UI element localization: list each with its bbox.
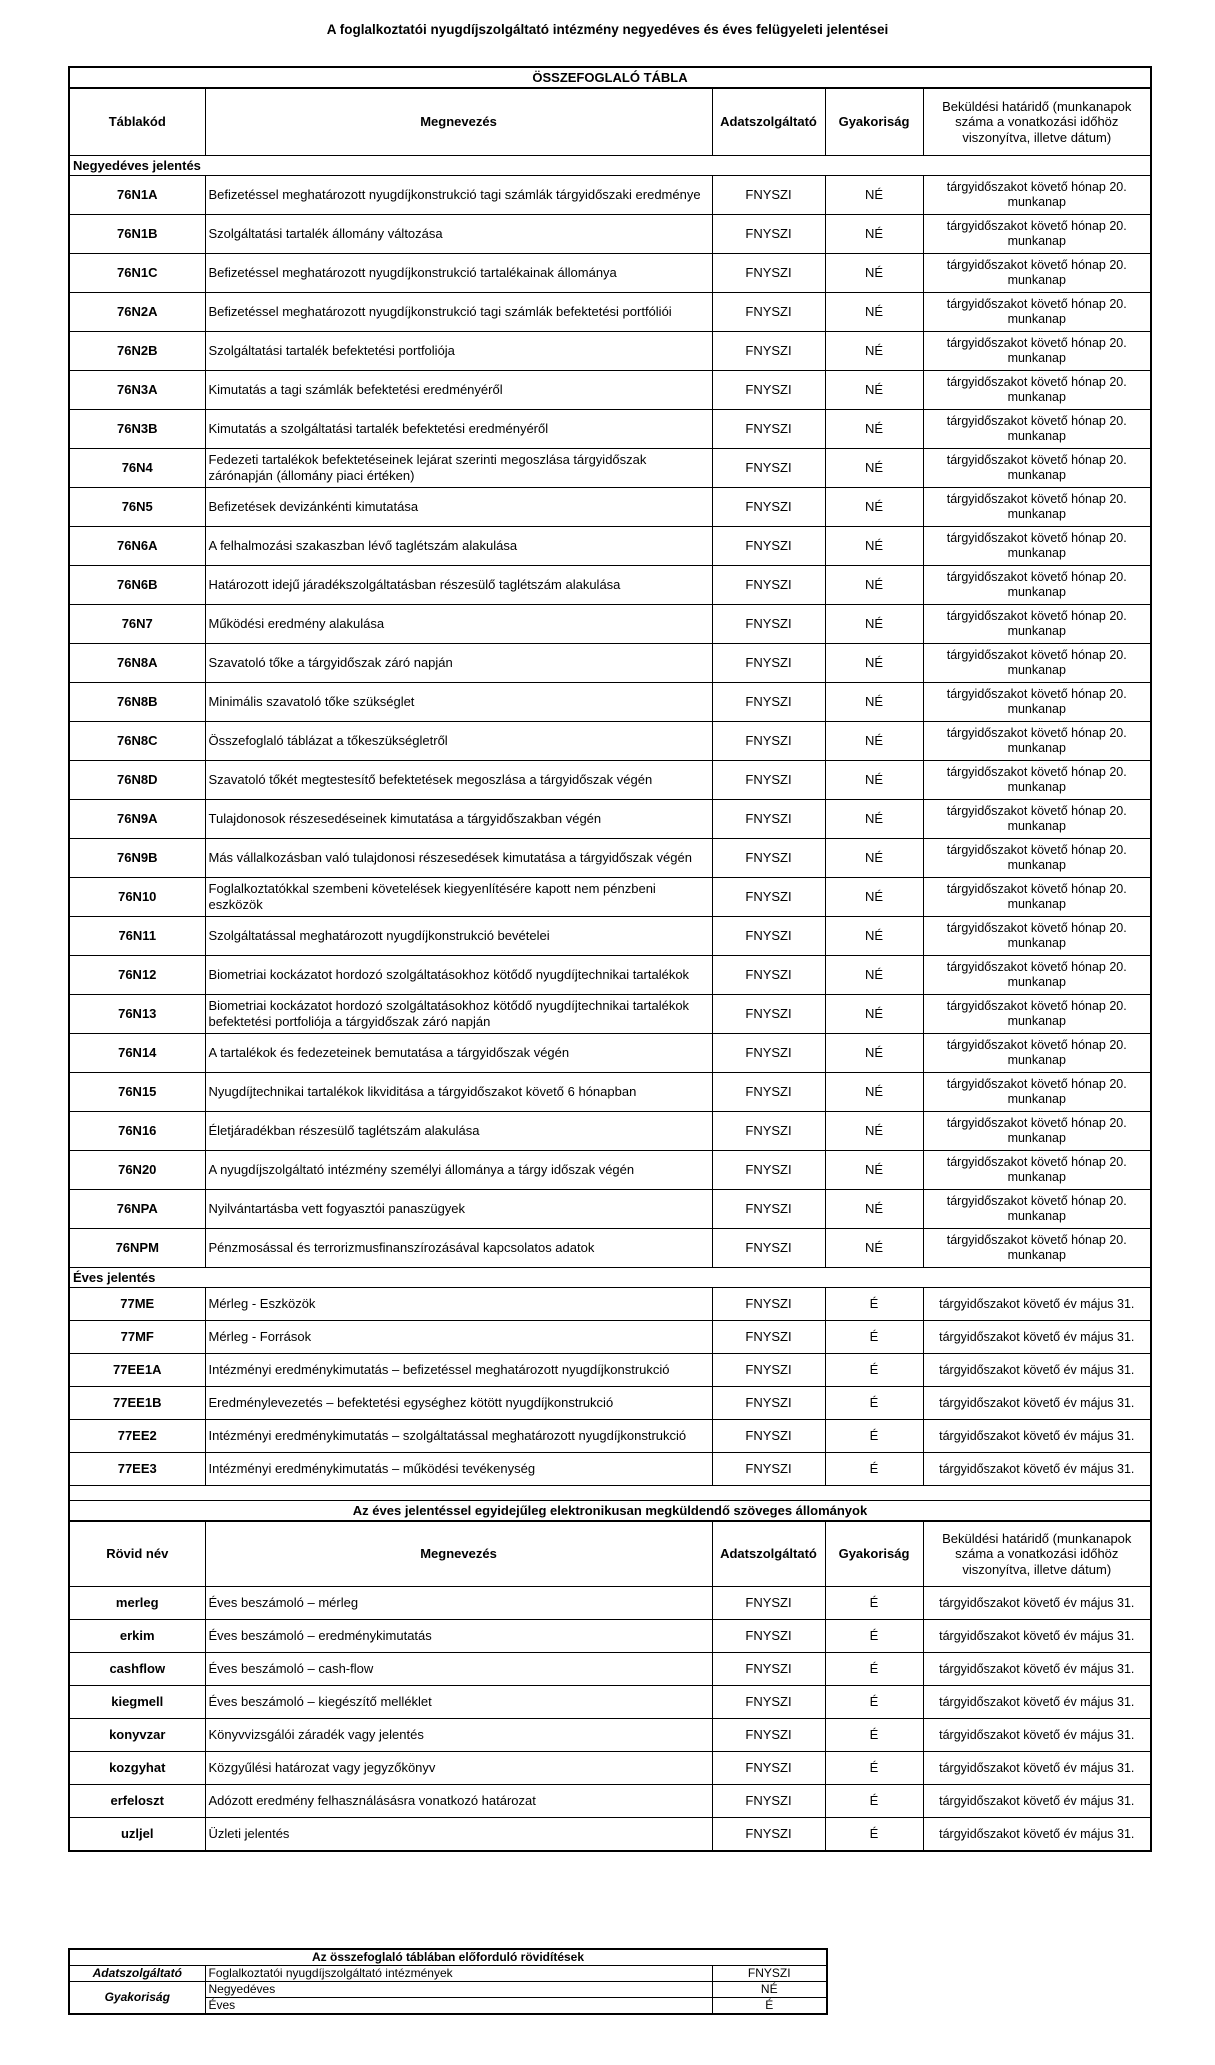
table-row	[69, 1354, 1151, 1387]
row-name: Összefoglaló táblázat a tőkeszükségletről	[205, 722, 712, 761]
row-code: 76N9A	[69, 800, 205, 839]
row-frequency: É	[825, 1321, 923, 1354]
row-deadline: tárgyidőszakot követő hónap 20. munkanap	[923, 1073, 1151, 1112]
row-code: 77EE2	[69, 1420, 205, 1453]
header-frequency: Gyakoriság	[825, 88, 923, 156]
abbr-frequency-text: Negyedéves	[205, 1982, 712, 1998]
row-name: Pénzmosással és terrorizmusfinanszírozásával kapcsolatos adatok	[205, 1229, 712, 1268]
row-frequency: NÉ	[825, 488, 923, 527]
row-deadline: tárgyidőszakot követő hónap 20. munkanap	[923, 839, 1151, 878]
row-frequency: NÉ	[825, 1151, 923, 1190]
row-code: 76N6A	[69, 527, 205, 566]
row-deadline: tárgyidőszakot követő év május 31.	[923, 1818, 1151, 1852]
row-provider: FNYSZI	[712, 1420, 825, 1453]
table-row	[69, 1785, 1151, 1818]
row-frequency: É	[825, 1354, 923, 1387]
row-name: Szavatoló tőke a tárgyidőszak záró napján	[205, 644, 712, 683]
row-code: 76N2B	[69, 332, 205, 371]
row-provider: FNYSZI	[712, 761, 825, 800]
row-code: 76N8B	[69, 683, 205, 722]
row-frequency: É	[825, 1653, 923, 1686]
table-row	[69, 1719, 1151, 1752]
table-row	[69, 488, 1151, 527]
row-provider: FNYSZI	[712, 254, 825, 293]
table-row	[69, 176, 1151, 215]
row-name: Szolgáltatási tartalék befektetési portfoliója	[205, 332, 712, 371]
table-row	[69, 761, 1151, 800]
row-provider: FNYSZI	[712, 1073, 825, 1112]
header-frequency: Gyakoriság	[825, 1521, 923, 1587]
row-provider: FNYSZI	[712, 527, 825, 566]
row-name: Szolgáltatási tartalék állomány változása	[205, 215, 712, 254]
row-name: Mérleg - Eszközök	[205, 1288, 712, 1321]
abbr-frequency-label: Gyakoriság	[69, 1982, 205, 2015]
table-row	[69, 1387, 1151, 1420]
table-row	[69, 1587, 1151, 1620]
row-deadline: tárgyidőszakot követő hónap 20. munkanap	[923, 1151, 1151, 1190]
row-frequency: NÉ	[825, 332, 923, 371]
row-deadline: tárgyidőszakot követő hónap 20. munkanap	[923, 410, 1151, 449]
table-row	[69, 410, 1151, 449]
row-frequency: NÉ	[825, 1034, 923, 1073]
row-provider: FNYSZI	[712, 1653, 825, 1686]
row-deadline: tárgyidőszakot követő év május 31.	[923, 1686, 1151, 1719]
row-provider: FNYSZI	[712, 332, 825, 371]
row-frequency: NÉ	[825, 371, 923, 410]
table-row	[69, 1034, 1151, 1073]
row-provider: FNYSZI	[712, 1752, 825, 1785]
table-row	[69, 839, 1151, 878]
table-row	[69, 800, 1151, 839]
row-name: Szavatoló tőkét megtestesítő befektetések megoszlása a tárgyidőszak végén	[205, 761, 712, 800]
row-deadline: tárgyidőszakot követő év május 31.	[923, 1752, 1151, 1785]
header-name: Megnevezés	[205, 88, 712, 156]
header-provider: Adatszolgáltató	[712, 88, 825, 156]
row-frequency: É	[825, 1719, 923, 1752]
row-name: Éves beszámoló – cash-flow	[205, 1653, 712, 1686]
row-name: Intézményi eredménykimutatás – működési tevékenység	[205, 1453, 712, 1486]
row-frequency: NÉ	[825, 878, 923, 917]
row-frequency: NÉ	[825, 722, 923, 761]
row-frequency: NÉ	[825, 566, 923, 605]
row-deadline: tárgyidőszakot követő év május 31.	[923, 1387, 1151, 1420]
row-code: erfeloszt	[69, 1785, 205, 1818]
row-frequency: É	[825, 1620, 923, 1653]
table-row	[69, 683, 1151, 722]
row-deadline: tárgyidőszakot követő hónap 20. munkanap	[923, 254, 1151, 293]
row-code: uzljel	[69, 1818, 205, 1852]
table-row	[69, 722, 1151, 761]
row-deadline: tárgyidőszakot követő hónap 20. munkanap	[923, 527, 1151, 566]
row-deadline: tárgyidőszakot követő hónap 20. munkanap	[923, 1034, 1151, 1073]
row-frequency: NÉ	[825, 995, 923, 1034]
row-code: 76N1C	[69, 254, 205, 293]
summary-table-title: ÖSSZEFOGLALÓ TÁBLA	[69, 67, 1151, 88]
table-row	[69, 1620, 1151, 1653]
row-frequency: NÉ	[825, 410, 923, 449]
row-deadline: tárgyidőszakot követő év május 31.	[923, 1453, 1151, 1486]
row-code: 76N8D	[69, 761, 205, 800]
table-row	[69, 293, 1151, 332]
row-provider: FNYSZI	[712, 566, 825, 605]
row-frequency: NÉ	[825, 527, 923, 566]
table-row	[69, 527, 1151, 566]
summary-table	[68, 66, 1152, 1852]
row-code: erkim	[69, 1620, 205, 1653]
row-provider: FNYSZI	[712, 683, 825, 722]
row-name: Befizetéssel meghatározott nyugdíjkonstrukció tagi számlák befektetési portfóliói	[205, 293, 712, 332]
row-name: Foglalkoztatókkal szembeni követelések kiegyenlítésére kapott nem pénzbeni eszközök	[205, 878, 712, 917]
row-provider: FNYSZI	[712, 1034, 825, 1073]
row-name: Más vállalkozásban való tulajdonosi részesedések kimutatása a tárgyidőszak végén	[205, 839, 712, 878]
row-name: Határozott idejű járadékszolgáltatásban részesülő taglétszám alakulása	[205, 566, 712, 605]
row-code: 76N10	[69, 878, 205, 917]
row-code: 76N12	[69, 956, 205, 995]
row-provider: FNYSZI	[712, 176, 825, 215]
abbreviations-title: Az összefoglaló táblában előforduló rövidítések	[69, 1949, 827, 1966]
abbr-provider-text: Foglalkoztatói nyugdíjszolgáltató intézmények	[205, 1966, 712, 1982]
row-provider: FNYSZI	[712, 1785, 825, 1818]
table-row	[69, 956, 1151, 995]
row-deadline: tárgyidőszakot követő hónap 20. munkanap	[923, 722, 1151, 761]
row-name: Nyilvántartásba vett fogyasztói panaszügyek	[205, 1190, 712, 1229]
row-code: 76N11	[69, 917, 205, 956]
row-name: Intézményi eredménykimutatás – szolgáltatással meghatározott nyugdíjkonstrukció	[205, 1420, 712, 1453]
row-frequency: NÉ	[825, 449, 923, 488]
row-name: Befizetéssel meghatározott nyugdíjkonstrukció tagi számlák tárgyidőszaki eredménye	[205, 176, 712, 215]
row-deadline: tárgyidőszakot követő hónap 20. munkanap	[923, 176, 1151, 215]
table-row	[69, 449, 1151, 488]
table-row	[69, 332, 1151, 371]
row-frequency: NÉ	[825, 293, 923, 332]
row-provider: FNYSZI	[712, 1288, 825, 1321]
row-provider: FNYSZI	[712, 839, 825, 878]
abbr-provider-label: Adatszolgáltató	[69, 1966, 205, 1982]
row-code: 76N16	[69, 1112, 205, 1151]
row-code: 76N20	[69, 1151, 205, 1190]
table-row	[69, 1112, 1151, 1151]
row-deadline: tárgyidőszakot követő hónap 20. munkanap	[923, 371, 1151, 410]
table-row	[69, 878, 1151, 917]
page-title: A foglalkoztatói nyugdíjszolgáltató intézmény negyedéves és éves felügyeleti jelentései	[326, 22, 889, 37]
row-code: 77MF	[69, 1321, 205, 1354]
row-name: Közgyűlési határozat vagy jegyzőkönyv	[205, 1752, 712, 1785]
row-provider: FNYSZI	[712, 722, 825, 761]
row-name: Biometriai kockázatot hordozó szolgáltatásokhoz kötődő nyugdíjtechnikai tartalékok	[205, 956, 712, 995]
row-name: Kimutatás a szolgáltatási tartalék befektetési eredményéről	[205, 410, 712, 449]
row-deadline: tárgyidőszakot követő hónap 20. munkanap	[923, 1112, 1151, 1151]
abbr-frequency-code: NÉ	[712, 1982, 827, 1998]
row-provider: FNYSZI	[712, 917, 825, 956]
row-deadline: tárgyidőszakot követő év május 31.	[923, 1321, 1151, 1354]
row-deadline: tárgyidőszakot követő hónap 20. munkanap	[923, 332, 1151, 371]
row-provider: FNYSZI	[712, 371, 825, 410]
row-code: 76N6B	[69, 566, 205, 605]
table-row	[69, 566, 1151, 605]
table-row	[69, 215, 1151, 254]
row-provider: FNYSZI	[712, 215, 825, 254]
row-name: Intézményi eredménykimutatás – befizetéssel meghatározott nyugdíjkonstrukció	[205, 1354, 712, 1387]
row-code: 77EE1A	[69, 1354, 205, 1387]
row-code: 76N9B	[69, 839, 205, 878]
row-provider: FNYSZI	[712, 1387, 825, 1420]
row-deadline: tárgyidőszakot követő év május 31.	[923, 1420, 1151, 1453]
row-code: 76N8C	[69, 722, 205, 761]
row-deadline: tárgyidőszakot követő év május 31.	[923, 1354, 1151, 1387]
table-row	[69, 1420, 1151, 1453]
row-code: kozgyhat	[69, 1752, 205, 1785]
row-provider: FNYSZI	[712, 644, 825, 683]
row-name: Befizetések devizánkénti kimutatása	[205, 488, 712, 527]
row-name: Eredménylevezetés – befektetési egységhez kötött nyugdíjkonstrukció	[205, 1387, 712, 1420]
row-provider: FNYSZI	[712, 449, 825, 488]
row-provider: FNYSZI	[712, 1587, 825, 1620]
row-frequency: NÉ	[825, 683, 923, 722]
row-code: merleg	[69, 1587, 205, 1620]
row-frequency: É	[825, 1288, 923, 1321]
table-row	[69, 1321, 1151, 1354]
header-provider: Adatszolgáltató	[712, 1521, 825, 1587]
abbr-frequency-code: É	[712, 1998, 827, 2015]
row-frequency: É	[825, 1785, 923, 1818]
row-code: 76N14	[69, 1034, 205, 1073]
row-code: kiegmell	[69, 1686, 205, 1719]
row-deadline: tárgyidőszakot követő év május 31.	[923, 1719, 1151, 1752]
row-name: Működési eredmény alakulása	[205, 605, 712, 644]
row-deadline: tárgyidőszakot követő hónap 20. munkanap	[923, 1190, 1151, 1229]
table-row	[69, 1288, 1151, 1321]
row-name: Kimutatás a tagi számlák befektetési eredményéről	[205, 371, 712, 410]
row-provider: FNYSZI	[712, 1686, 825, 1719]
row-frequency: NÉ	[825, 254, 923, 293]
electronic-section-title: Az éves jelentéssel egyidejűleg elektronikusan megküldendő szöveges állományok	[69, 1501, 1151, 1522]
row-frequency: NÉ	[825, 1112, 923, 1151]
row-name: Éves beszámoló – eredménykimutatás	[205, 1620, 712, 1653]
table-row	[69, 1151, 1151, 1190]
table-row	[69, 1190, 1151, 1229]
table-row	[69, 644, 1151, 683]
table-row	[69, 1229, 1151, 1268]
table-row	[69, 1073, 1151, 1112]
table-row	[69, 1686, 1151, 1719]
row-deadline: tárgyidőszakot követő hónap 20. munkanap	[923, 566, 1151, 605]
spacer-row	[69, 1486, 1151, 1501]
row-frequency: NÉ	[825, 839, 923, 878]
row-code: 76N1B	[69, 215, 205, 254]
header-name: Megnevezés	[205, 1521, 712, 1587]
header-deadline: Beküldési határidő (munkanapok száma a vonatkozási időhöz viszonyítva, illetve dátum)	[923, 88, 1151, 156]
row-frequency: É	[825, 1453, 923, 1486]
row-frequency: NÉ	[825, 956, 923, 995]
row-provider: FNYSZI	[712, 1190, 825, 1229]
row-name: A felhalmozási szakaszban lévő taglétszám alakulása	[205, 527, 712, 566]
row-provider: FNYSZI	[712, 1818, 825, 1852]
abbr-provider-code: FNYSZI	[712, 1966, 827, 1982]
table-row	[69, 1453, 1151, 1486]
row-deadline: tárgyidőszakot követő hónap 20. munkanap	[923, 605, 1151, 644]
row-frequency: É	[825, 1420, 923, 1453]
row-provider: FNYSZI	[712, 410, 825, 449]
row-name: Tulajdonosok részesedéseinek kimutatása a tárgyidőszakban végén	[205, 800, 712, 839]
row-provider: FNYSZI	[712, 1354, 825, 1387]
row-provider: FNYSZI	[712, 1620, 825, 1653]
row-code: 76N3B	[69, 410, 205, 449]
header-short-name: Rövid név	[69, 1521, 205, 1587]
row-deadline: tárgyidőszakot követő hónap 20. munkanap	[923, 293, 1151, 332]
annual-section-label: Éves jelentés	[69, 1268, 1151, 1288]
row-code: 77EE3	[69, 1453, 205, 1486]
table-row	[69, 1818, 1151, 1852]
row-deadline: tárgyidőszakot követő év május 31.	[923, 1587, 1151, 1620]
row-name: Mérleg - Források	[205, 1321, 712, 1354]
row-frequency: É	[825, 1587, 923, 1620]
table-row	[69, 605, 1151, 644]
row-code: 76N15	[69, 1073, 205, 1112]
row-code: konyvzar	[69, 1719, 205, 1752]
row-provider: FNYSZI	[712, 488, 825, 527]
row-name: Adózott eredmény felhasználásásra vonatkozó határozat	[205, 1785, 712, 1818]
row-provider: FNYSZI	[712, 956, 825, 995]
row-provider: FNYSZI	[712, 1112, 825, 1151]
row-frequency: NÉ	[825, 1190, 923, 1229]
row-frequency: NÉ	[825, 644, 923, 683]
abbr-frequency-text: Éves	[205, 1998, 712, 2015]
row-code: 76N3A	[69, 371, 205, 410]
row-frequency: NÉ	[825, 800, 923, 839]
row-code: 76N7	[69, 605, 205, 644]
row-name: Éves beszámoló – kiegészítő melléklet	[205, 1686, 712, 1719]
row-provider: FNYSZI	[712, 293, 825, 332]
row-frequency: É	[825, 1686, 923, 1719]
row-name: Éves beszámoló – mérleg	[205, 1587, 712, 1620]
row-name: Szolgáltatással meghatározott nyugdíjkonstrukció bevételei	[205, 917, 712, 956]
table-row	[69, 995, 1151, 1034]
row-frequency: NÉ	[825, 761, 923, 800]
quarterly-section-label: Negyedéves jelentés	[69, 156, 1151, 176]
row-provider: FNYSZI	[712, 800, 825, 839]
row-deadline: tárgyidőszakot követő hónap 20. munkanap	[923, 995, 1151, 1034]
header-deadline: Beküldési határidő (munkanapok száma a vonatkozási időhöz viszonyítva, illetve dátum)	[923, 1521, 1151, 1587]
row-deadline: tárgyidőszakot követő hónap 20. munkanap	[923, 761, 1151, 800]
row-name: Nyugdíjtechnikai tartalékok likviditása a tárgyidőszakot követő 6 hónapban	[205, 1073, 712, 1112]
row-code: 76N1A	[69, 176, 205, 215]
row-code: 76NPA	[69, 1190, 205, 1229]
row-code: cashflow	[69, 1653, 205, 1686]
row-name: Üzleti jelentés	[205, 1818, 712, 1852]
row-frequency: NÉ	[825, 215, 923, 254]
table-row	[69, 1653, 1151, 1686]
row-frequency: NÉ	[825, 176, 923, 215]
row-deadline: tárgyidőszakot követő hónap 20. munkanap	[923, 800, 1151, 839]
row-deadline: tárgyidőszakot követő hónap 20. munkanap	[923, 1229, 1151, 1268]
row-code: 76N4	[69, 449, 205, 488]
row-provider: FNYSZI	[712, 605, 825, 644]
abbreviations-table	[68, 1948, 828, 2015]
row-name: Életjáradékban részesülő taglétszám alakulása	[205, 1112, 712, 1151]
row-provider: FNYSZI	[712, 1229, 825, 1268]
row-code: 76N8A	[69, 644, 205, 683]
row-frequency: NÉ	[825, 1229, 923, 1268]
row-deadline: tárgyidőszakot követő hónap 20. munkanap	[923, 956, 1151, 995]
row-name: Befizetéssel meghatározott nyugdíjkonstrukció tartalékainak állománya	[205, 254, 712, 293]
row-frequency: NÉ	[825, 605, 923, 644]
row-deadline: tárgyidőszakot követő hónap 20. munkanap	[923, 449, 1151, 488]
row-deadline: tárgyidőszakot követő év május 31.	[923, 1288, 1151, 1321]
table-row	[69, 1752, 1151, 1785]
row-frequency: É	[825, 1818, 923, 1852]
row-code: 77EE1B	[69, 1387, 205, 1420]
row-deadline: tárgyidőszakot követő hónap 20. munkanap	[923, 878, 1151, 917]
row-deadline: tárgyidőszakot követő hónap 20. munkanap	[923, 644, 1151, 683]
table-row	[69, 917, 1151, 956]
row-frequency: NÉ	[825, 1073, 923, 1112]
row-provider: FNYSZI	[712, 995, 825, 1034]
row-name: Biometriai kockázatot hordozó szolgáltatásokhoz kötődő nyugdíjtechnikai tartalékok befektetési portfoliója a tárgyidőszak záró napján	[205, 995, 712, 1034]
row-deadline: tárgyidőszakot követő hónap 20. munkanap	[923, 488, 1151, 527]
row-provider: FNYSZI	[712, 1321, 825, 1354]
row-code: 76NPM	[69, 1229, 205, 1268]
row-name: A tartalékok és fedezeteinek bemutatása a tárgyidőszak végén	[205, 1034, 712, 1073]
table-row	[69, 371, 1151, 410]
row-provider: FNYSZI	[712, 1719, 825, 1752]
table-row	[69, 254, 1151, 293]
row-code: 77ME	[69, 1288, 205, 1321]
row-frequency: É	[825, 1387, 923, 1420]
row-provider: FNYSZI	[712, 878, 825, 917]
row-provider: FNYSZI	[712, 1151, 825, 1190]
row-deadline: tárgyidőszakot követő hónap 20. munkanap	[923, 917, 1151, 956]
row-name: Fedezeti tartalékok befektetéseinek lejárat szerinti megoszlása tárgyidőszak zárónapján (állomány piaci értéken)	[205, 449, 712, 488]
row-code: 76N2A	[69, 293, 205, 332]
row-code: 76N13	[69, 995, 205, 1034]
row-code: 76N5	[69, 488, 205, 527]
row-provider: FNYSZI	[712, 1453, 825, 1486]
row-deadline: tárgyidőszakot követő év május 31.	[923, 1785, 1151, 1818]
header-code: Táblakód	[69, 88, 205, 156]
row-deadline: tárgyidőszakot követő év május 31.	[923, 1653, 1151, 1686]
row-deadline: tárgyidőszakot követő hónap 20. munkanap	[923, 215, 1151, 254]
row-frequency: NÉ	[825, 917, 923, 956]
row-name: Minimális szavatoló tőke szükséglet	[205, 683, 712, 722]
row-name: A nyugdíjszolgáltató intézmény személyi állománya a tárgy időszak végén	[205, 1151, 712, 1190]
row-frequency: É	[825, 1752, 923, 1785]
row-deadline: tárgyidőszakot követő hónap 20. munkanap	[923, 683, 1151, 722]
row-deadline: tárgyidőszakot követő év május 31.	[923, 1620, 1151, 1653]
row-name: Könyvvizsgálói záradék vagy jelentés	[205, 1719, 712, 1752]
